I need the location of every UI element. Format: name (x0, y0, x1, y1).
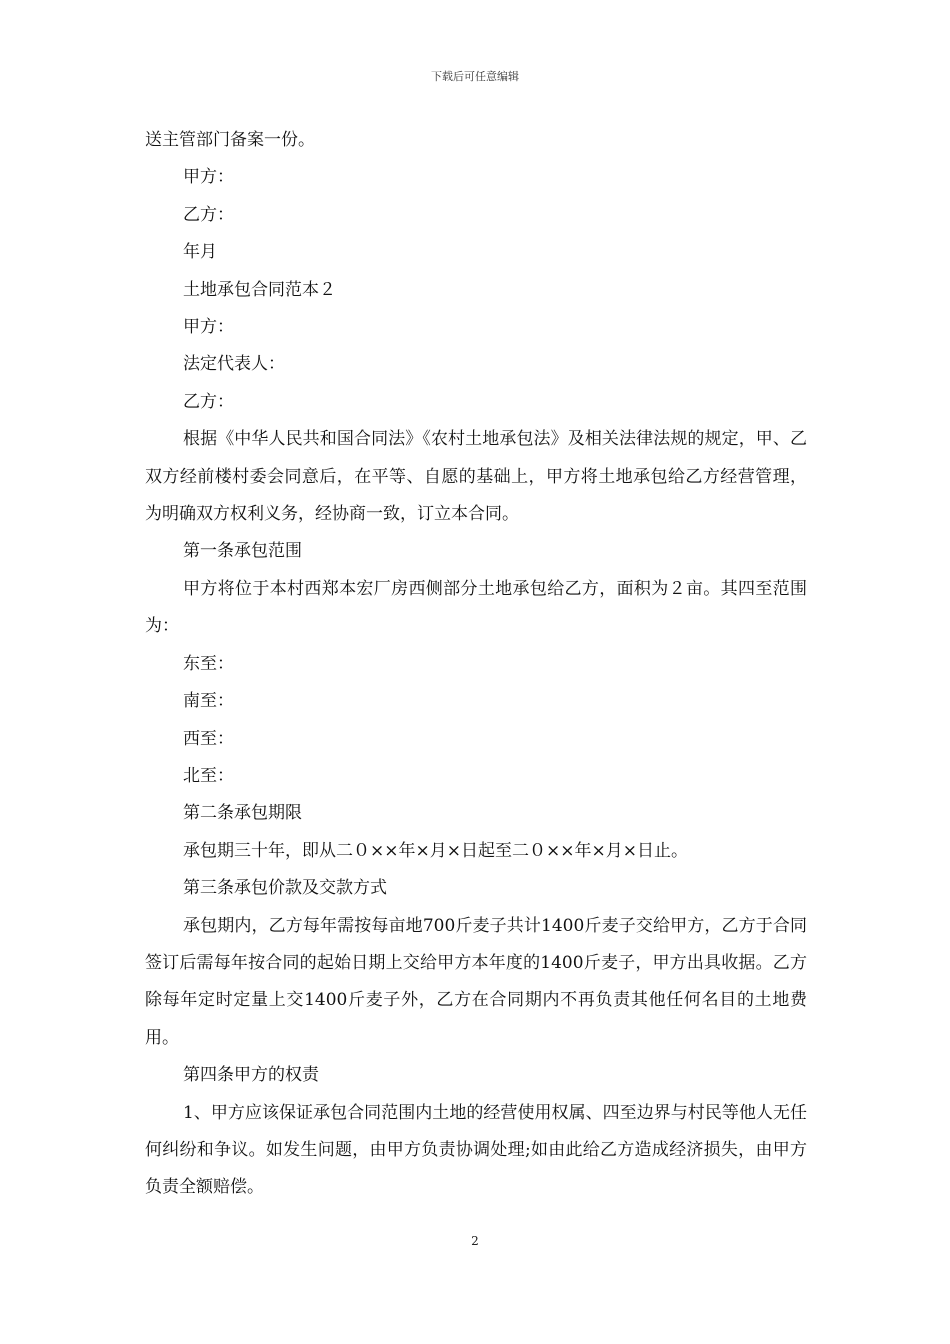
paragraph: 第二条承包期限 (183, 803, 302, 824)
paragraph: 承包期三十年，即从二０××年×月×日起至二０××年×月×日止。 (183, 840, 688, 861)
paragraph: 甲方： (183, 317, 234, 338)
paragraph: 乙方： (183, 391, 234, 412)
header-note: 下载后可任意编辑 (431, 70, 519, 83)
paragraph: 南至： (183, 691, 234, 712)
paragraph: 第三条承包价款及交款方式 (183, 878, 387, 899)
paragraph: 1、甲方应该保证承包合同范围内土地的经营使用权属、四至边界与村民等他人无任何纠纷和争议。如发生问题，由甲方负责协调处理;如由此给乙方造成经济损失，由甲方负责全额赔偿。 (145, 1102, 807, 1198)
paragraph: 北至： (183, 765, 234, 786)
paragraph: 年月 (183, 242, 217, 263)
paragraph: 送主管部门备案一份。 (145, 130, 315, 150)
paragraph: 乙方： (183, 204, 234, 225)
paragraph: 土地承包合同范本２ (183, 279, 336, 300)
paragraph: 第四条甲方的权责 (183, 1065, 319, 1086)
paragraph: 法定代表人： (183, 354, 285, 375)
paragraph: 根据《中华人民共和国合同法》《农村土地承包法》及相关法律法规的规定，甲、乙双方经前楼村委会同意后，在平等、自愿的基础上，甲方将土地承包给乙方经营管理，为明确双方权利义务，经协商一致，订立本合同。 (145, 429, 807, 525)
page-number: 2 (471, 1234, 479, 1248)
paragraph: 承包期内，乙方每年需按每亩地700斤麦子共计1400斤麦子交给甲方，乙方于合同签订后需每年按合同的起始日期上交给甲方本年度的1400斤麦子，甲方出具收据。乙方除每年定时定量上交1400斤麦子外，乙方在合同期内不再负责其他任何名目的土地费用。 (145, 915, 807, 1048)
document-body (145, 122, 807, 1207)
paragraph: 西至： (183, 728, 234, 749)
paragraph: 甲方： (183, 167, 234, 188)
paragraph: 第一条承包范围 (183, 541, 302, 562)
paragraph: 东至： (183, 653, 234, 674)
paragraph: 甲方将位于本村西郑本宏厂房西侧部分土地承包给乙方，面积为２亩。其四至范围为： (145, 578, 807, 637)
